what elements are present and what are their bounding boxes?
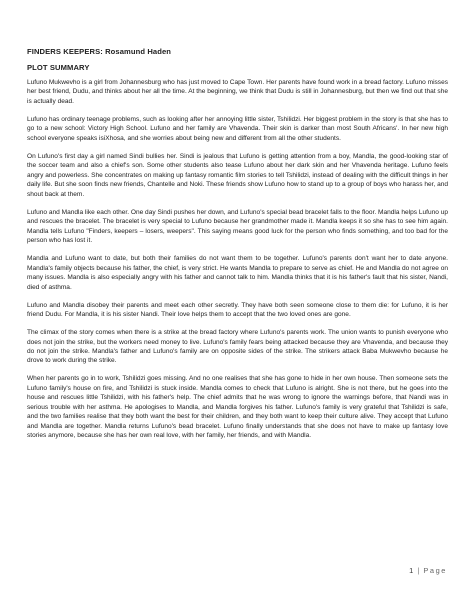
footer-separator: | xyxy=(417,566,420,575)
paragraph: On Lufuno's first day a girl named Sindi bullies her. Sindi is jealous that Lufuno is getting attention from a boy, Mandla, the good-looking star of the soccer team and also a chief's son. Some other students also tease Lufuno about her dark skin and her Vhavenda heritage. Lufuno feels angry and powerless. She concentrates on making up fantasy romantic film stories to tell Tshilidzi, instead of dealing with the difficult things in her daily life. But she soon finds new friends, Chantelle and Noki. These friends show Lufuno how to stand up to a group of boys who harass her, and shout back at them. xyxy=(27,152,448,198)
document-title: FINDERS KEEPERS: Rosamund Haden xyxy=(27,47,172,56)
paragraph: Lufuno and Mandla disobey their parents and meet each other secretly. They have both seen someone close to them die: for Lufuno, it is her friend Dudu. For Mandla, it is his sister Nandi. Their love helps them to accept that the two loved ones are gone. xyxy=(27,301,448,319)
paragraph: The climax of the story comes when there is a strike at the bread factory where Lufuno's parents work. The union wants to punish everyone who does not join the strike, but the workers need money to live. Lufuno's family fears being attacked because they are Vhavenda, and because they do not join the strike. Mandla's father and Lufuno's family are on opposite sides of the strike. The strikers attack Baba Mukwevho because he drove to work during the strike. xyxy=(27,329,448,365)
page-label: Page xyxy=(423,566,447,575)
paragraph: Lufuno Mukwevho is a girl from Johannesburg who has just moved to Cape Town. Her parents have found work in a bread factory. Lufuno misses her best friend, Dudu, and thinks about her all the time. At the beginning, we think that Dudu is still in Johannesburg, but then we find out that she is actually dead. xyxy=(27,79,448,105)
section-heading: PLOT SUMMARY xyxy=(27,63,90,72)
document-body xyxy=(27,47,448,449)
page-number: 1 xyxy=(409,566,414,575)
paragraph: Lufuno has ordinary teenage problems, such as looking after her annoying little sister, Tshilidzi. Her biggest problem in the story is that she has to go to a new school: Victory High School. Lufuno and her family are Vhavenda. Their skin is darker than most South Africans'. In her new high school everyone speaks isiXhosa, and she worries about being new and different from all the other students. xyxy=(27,115,448,142)
page-footer xyxy=(409,566,447,575)
paragraph: Lufuno and Mandla like each other. One day Sindi pushes her down, and Lufuno's special bead bracelet falls to the floor. Mandla helps Lufuno up and rescues the bracelet. The bracelet is very special to Lufuno because her grandmother made it. Mandla keeps it so she has to see him again. Mandla tells Lufuno "Finders, keepers – losers, weepers". This saying means good luck for the person who finds something, and too bad for the person who has lost it. xyxy=(27,208,448,245)
paragraph: Mandla and Lufuno want to date, but both their families do not want them to be together. Lufuno's parents don't want her to date anyone. Mandla's family objects because his father, the chief, is very strict. He wants Mandla to prepare to serve as chief. He and Mandla do not agree on many issues. Mandla is also especially angry with his father and cannot talk to him. Mandla thinks that it is his father's fault that his sister, Nandi, died of asthma. xyxy=(27,255,448,291)
paragraph: When her parents go in to work, Tshilidzi goes missing. And no one realises that she has gone to hide in her own house. Then someone sets the Lufuno family's house on fire, and Tshilidzi is stuck inside. Mandla comes to check that Lufuno is alright. She is not there, but he goes into the house and rescues little Tshilidzi, with his father's help. The chief admits that he was wrong to ignore the warnings before, that Nandi was in serious trouble with her asthma. He apologises to Mandla, and Mandla forgives his father. Lufuno's family is very grateful that Tshilidzi is safe, and the two families realise that they both want the best for their children, and they both want to keep their culture alive. They accept that Lufuno and Mandla are together. Mandla returns Lufuno's bead bracelet. Lufuno finally understands that she does not have to make up fantasy love stories anymore, because she has her own real love, with her family, her friends, and with Mandla. xyxy=(27,375,448,440)
